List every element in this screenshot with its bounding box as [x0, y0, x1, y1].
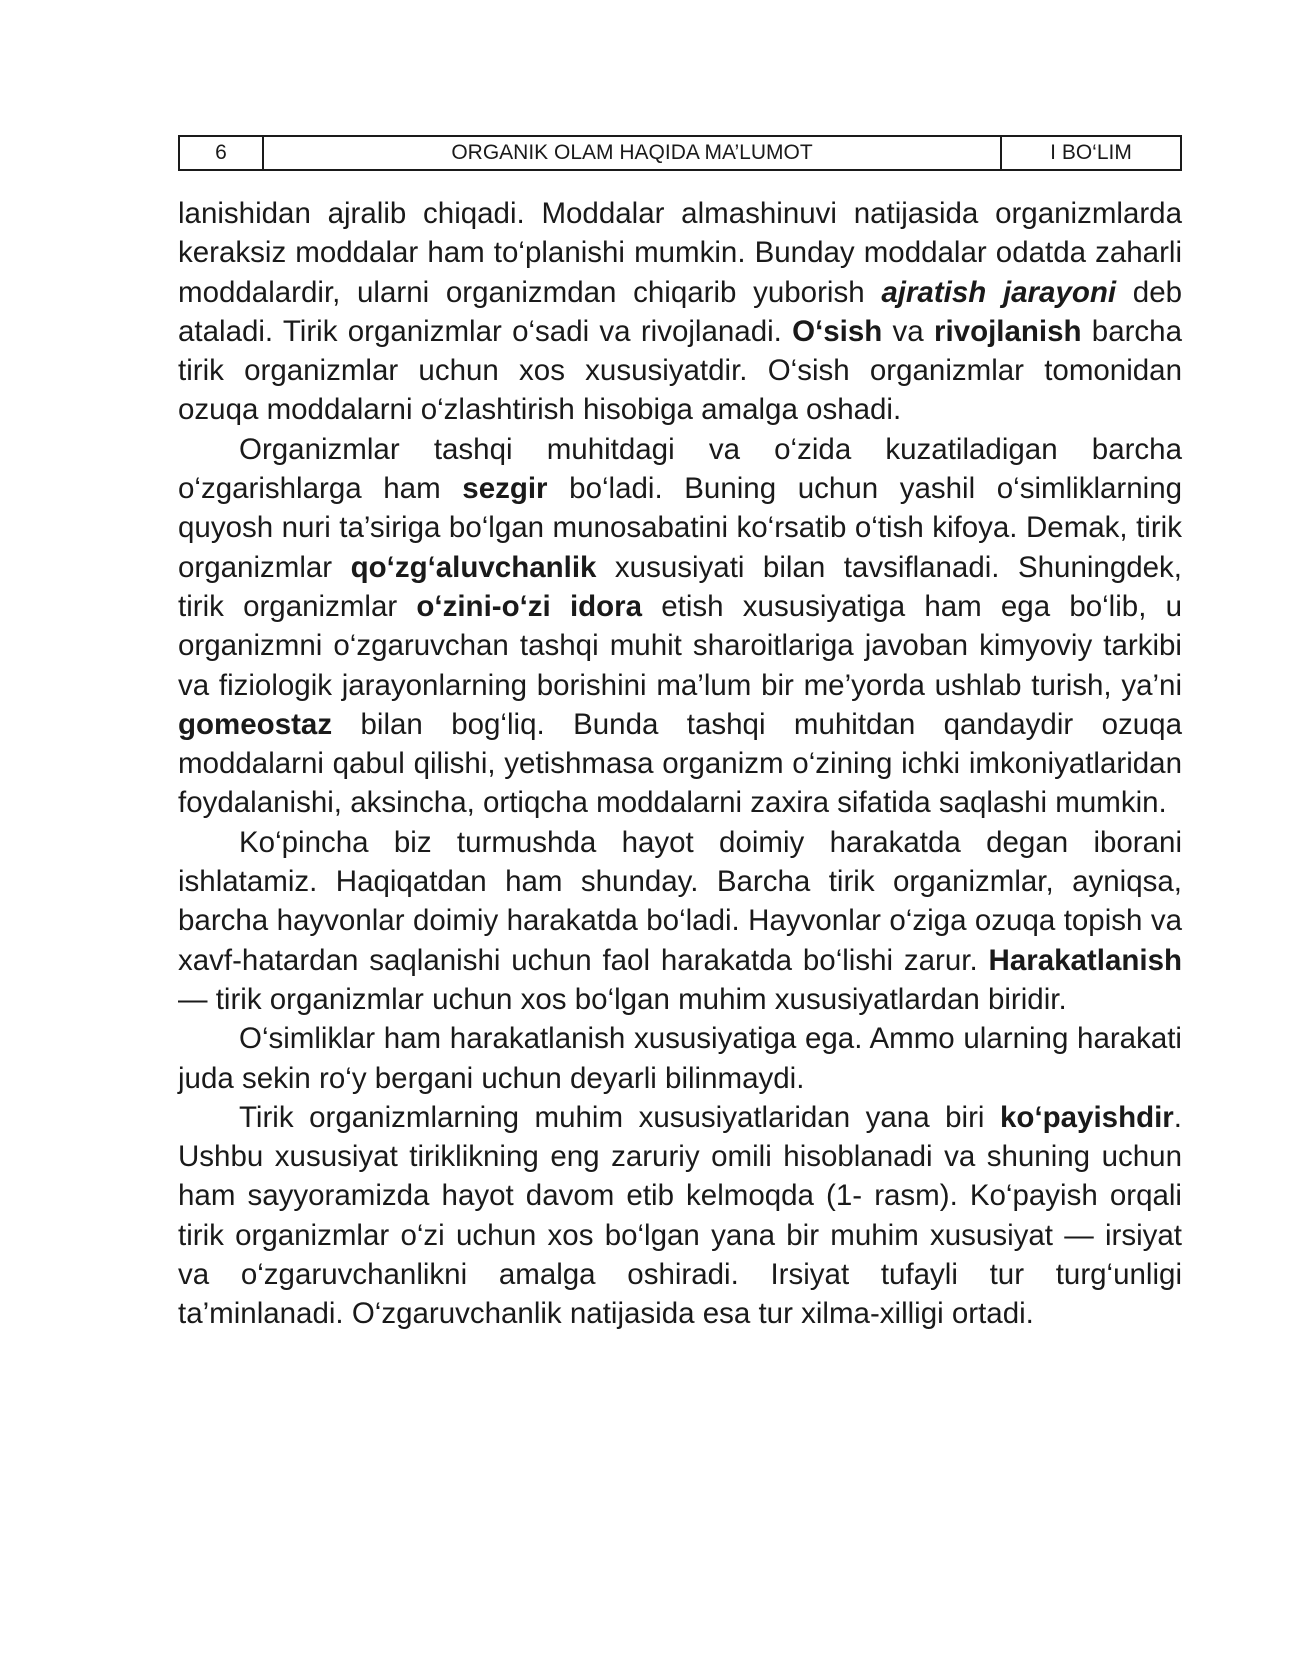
text-run: barcha tirik organizmlar uchun xos xususiyatdir. O‘sish organizmlar tomonidan ozuqa moddalarni o‘zlashtirish hisobiga amalga oshadi.: [178, 314, 1182, 427]
paragraph-1: [178, 194, 1182, 430]
text-run: lanishidan ajralib chiqadi. Moddalar almashinuvi natijasida organizmlarda keraksiz moddalar ham to‘planishi mumkin. Bunday moddalar odatda zaharli moddalardir, ularni organizmdan chiqarib yuborish: [178, 197, 1182, 309]
text-run: bilan bog‘liq. Bunda tashqi muhitdan qandaydir ozuqa moddalarni qabul qilishi, yetishmasa organizm o‘zining ichki imkoniyatlaridan foydalanishi, aksincha, ortiqcha moddalarni zaxira sifatida saqlashi mumkin.: [178, 707, 1182, 820]
term-growth: O‘sish: [792, 314, 883, 348]
term-reproduction: ko‘payishdir: [1000, 1100, 1174, 1134]
page-number: 6: [180, 137, 264, 169]
term-self-regulation: o‘zini-o‘zi idora: [416, 589, 643, 623]
text-run: Tirik organizmlarning muhim xususiyatlaridan yana biri: [239, 1100, 1001, 1134]
text-run: bo‘ladi. Buning uchun yashil o‘simliklarning quyosh nuri ta’siriga bo‘lgan munosabatini ko‘rsatib o‘tish kifoya. Demak, tirik organizmlar: [178, 472, 1183, 584]
text-run: O‘simliklar ham harakatlanish xususiyatiga ega. Ammo ularning harakati juda sekin ro‘y bergani uchun deyarli bilinmaydi.: [178, 1022, 1182, 1095]
term-homeostasis: gomeostaz: [178, 707, 333, 741]
chapter-title: ORGANIK OLAM HAQIDA MA’LUMOT: [264, 137, 1002, 169]
text-run: . Ushbu xususiyat tiriklikning eng zaruriy omili hisoblanadi va shuning uchun ham sayyoramizda hayot davom etib kelmoqda (1- rasm). Ko‘payish orqali tirik organizmlar o‘zi uchun xos bo‘lgan yana bir muhim xususiyat — irsiyat va o‘zgaruvchanlikni amalga oshiradi. Irsiyat tufayli tur turg‘unligi ta’minlanadi. O‘zgaruvchanlik natijasida esa tur xilma-xilligi ortadi.: [178, 1100, 1182, 1331]
term-excretion: ajratish jarayoni: [881, 275, 1117, 309]
paragraph-4: [178, 1019, 1182, 1098]
body-text: [178, 194, 1182, 1334]
term-development: rivojlanish: [933, 314, 1082, 348]
text-run: — tirik organizmlar uchun xos bo‘lgan muhim xususiyatlardan biridir.: [178, 982, 1067, 1016]
paragraph-3: [178, 823, 1182, 1019]
paragraph-5: [178, 1098, 1182, 1334]
running-header: [178, 135, 1182, 171]
term-sensitive: sezgir: [462, 472, 548, 506]
term-movement: Harakatlanish: [988, 943, 1182, 977]
text-run: deb ataladi. Tirik organizmlar o‘sadi va rivojlanadi.: [178, 275, 1183, 348]
text-run: va: [882, 314, 934, 348]
text-run: Ko‘pincha biz turmushda hayot doimiy harakatda degan iborani ishlatamiz. Haqiqatdan ham shunday. Barcha tirik organizmlar, ayniqsa, barcha hayvonlar doimiy harakatda bo‘ladi. Hayvonlar o‘ziga ozuqa topish va xavf-hatardan saqlanishi uchun faol harakatda bo‘lishi zarur.: [178, 825, 1182, 977]
term-irritability: qo‘zg‘aluvchanlik: [350, 550, 597, 584]
paragraph-2: [178, 430, 1182, 823]
section-label: I BO‘LIM: [1050, 141, 1132, 164]
text-run: Organizmlar tashqi muhitdagi va o‘zida kuzatiladigan barcha o‘zgarishlarga ham: [178, 432, 1182, 506]
text-run: xususiyati bilan tavsiflanadi. Shuningdek, tirik organizmlar: [178, 550, 1182, 623]
text-run: etish xususiyatiga ham ega bo‘lib, u organizmni o‘zgaruvchan tashqi muhit sharoitlariga javoban kimyoviy tarkibi va fiziologik jarayonlarning borishini ma’lum bir me’yorda ushlab turish, ya’ni: [178, 589, 1182, 702]
